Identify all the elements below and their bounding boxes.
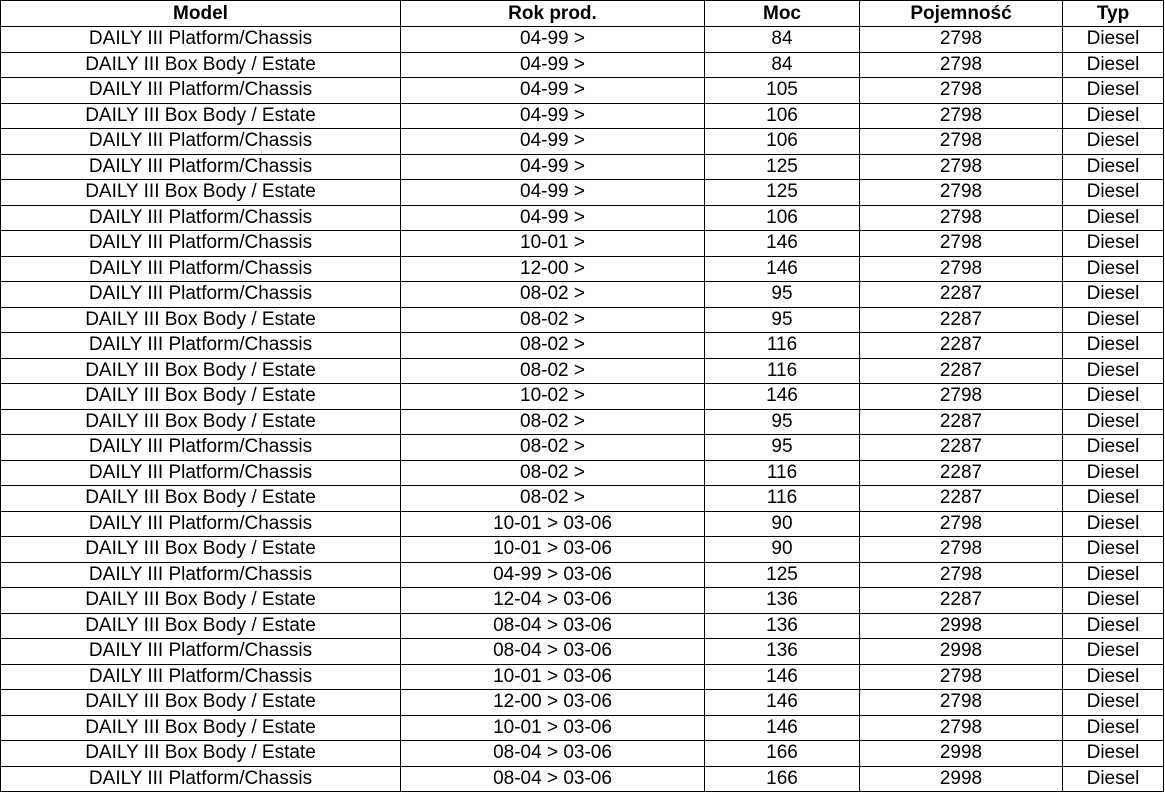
table-header — [1, 1, 1164, 27]
cell-model: DAILY III Box Body / Estate — [1, 741, 401, 767]
cell-type: Diesel — [1063, 103, 1164, 129]
cell-power: 125 — [705, 154, 860, 180]
table-row — [1, 409, 1164, 435]
cell-model: DAILY III Box Body / Estate — [1, 613, 401, 639]
cell-capacity: 2798 — [860, 52, 1063, 78]
cell-production-year: 04-99 > — [401, 154, 705, 180]
cell-capacity: 2798 — [860, 562, 1063, 588]
cell-model: DAILY III Box Body / Estate — [1, 103, 401, 129]
cell-model: DAILY III Platform/Chassis — [1, 435, 401, 461]
cell-type: Diesel — [1063, 205, 1164, 231]
table-row — [1, 180, 1164, 206]
cell-type: Diesel — [1063, 358, 1164, 384]
table-row — [1, 690, 1164, 716]
cell-capacity: 2798 — [860, 78, 1063, 104]
cell-capacity: 2798 — [860, 180, 1063, 206]
header-capacity: Pojemność — [860, 1, 1063, 27]
cell-type: Diesel — [1063, 154, 1164, 180]
cell-model: DAILY III Box Body / Estate — [1, 690, 401, 716]
cell-model: DAILY III Platform/Chassis — [1, 256, 401, 282]
cell-production-year: 08-02 > — [401, 409, 705, 435]
table-row — [1, 358, 1164, 384]
cell-production-year: 04-99 > — [401, 180, 705, 206]
cell-type: Diesel — [1063, 435, 1164, 461]
table-row — [1, 154, 1164, 180]
cell-power: 90 — [705, 537, 860, 563]
cell-production-year: 08-02 > — [401, 435, 705, 461]
cell-type: Diesel — [1063, 588, 1164, 614]
cell-power: 146 — [705, 384, 860, 410]
cell-capacity: 2287 — [860, 358, 1063, 384]
cell-model: DAILY III Platform/Chassis — [1, 282, 401, 308]
cell-capacity: 2287 — [860, 486, 1063, 512]
cell-production-year: 08-02 > — [401, 282, 705, 308]
cell-power: 106 — [705, 103, 860, 129]
cell-power: 105 — [705, 78, 860, 104]
cell-model: DAILY III Platform/Chassis — [1, 78, 401, 104]
table-row — [1, 588, 1164, 614]
cell-production-year: 10-02 > — [401, 384, 705, 410]
cell-power: 116 — [705, 358, 860, 384]
cell-capacity: 2287 — [860, 588, 1063, 614]
cell-model: DAILY III Platform/Chassis — [1, 27, 401, 53]
header-production-year: Rok prod. — [401, 1, 705, 27]
cell-production-year: 10-01 > 03-06 — [401, 537, 705, 563]
table-row — [1, 52, 1164, 78]
table-row — [1, 562, 1164, 588]
cell-capacity: 2998 — [860, 741, 1063, 767]
cell-production-year: 12-04 > 03-06 — [401, 588, 705, 614]
cell-type: Diesel — [1063, 231, 1164, 257]
cell-capacity: 2798 — [860, 715, 1063, 741]
cell-type: Diesel — [1063, 384, 1164, 410]
cell-capacity: 2798 — [860, 256, 1063, 282]
cell-power: 125 — [705, 562, 860, 588]
cell-production-year: 04-99 > — [401, 52, 705, 78]
cell-type: Diesel — [1063, 256, 1164, 282]
table-row — [1, 715, 1164, 741]
cell-production-year: 04-99 > — [401, 129, 705, 155]
cell-production-year: 08-02 > — [401, 486, 705, 512]
table-row — [1, 766, 1164, 792]
cell-model: DAILY III Platform/Chassis — [1, 205, 401, 231]
cell-capacity: 2287 — [860, 333, 1063, 359]
cell-power: 90 — [705, 511, 860, 537]
table-row — [1, 664, 1164, 690]
cell-type: Diesel — [1063, 562, 1164, 588]
cell-model: DAILY III Box Body / Estate — [1, 358, 401, 384]
cell-model: DAILY III Box Body / Estate — [1, 307, 401, 333]
cell-production-year: 12-00 > 03-06 — [401, 690, 705, 716]
cell-capacity: 2798 — [860, 205, 1063, 231]
cell-model: DAILY III Box Body / Estate — [1, 409, 401, 435]
cell-power: 146 — [705, 256, 860, 282]
cell-model: DAILY III Platform/Chassis — [1, 511, 401, 537]
cell-production-year: 08-02 > — [401, 307, 705, 333]
cell-type: Diesel — [1063, 715, 1164, 741]
cell-model: DAILY III Box Body / Estate — [1, 486, 401, 512]
cell-power: 106 — [705, 205, 860, 231]
cell-type: Diesel — [1063, 409, 1164, 435]
table-row — [1, 537, 1164, 563]
cell-model: DAILY III Box Body / Estate — [1, 537, 401, 563]
cell-power: 95 — [705, 282, 860, 308]
cell-production-year: 08-04 > 03-06 — [401, 613, 705, 639]
cell-power: 146 — [705, 690, 860, 716]
cell-model: DAILY III Platform/Chassis — [1, 562, 401, 588]
cell-type: Diesel — [1063, 511, 1164, 537]
table-row — [1, 103, 1164, 129]
cell-type: Diesel — [1063, 460, 1164, 486]
cell-capacity: 2798 — [860, 664, 1063, 690]
cell-capacity: 2287 — [860, 307, 1063, 333]
cell-production-year: 04-99 > — [401, 27, 705, 53]
cell-type: Diesel — [1063, 333, 1164, 359]
cell-capacity: 2998 — [860, 766, 1063, 792]
cell-power: 95 — [705, 435, 860, 461]
cell-power: 95 — [705, 307, 860, 333]
cell-power: 116 — [705, 333, 860, 359]
cell-production-year: 04-99 > — [401, 78, 705, 104]
table-row — [1, 78, 1164, 104]
cell-type: Diesel — [1063, 741, 1164, 767]
cell-capacity: 2287 — [860, 282, 1063, 308]
cell-production-year: 08-02 > — [401, 460, 705, 486]
cell-type: Diesel — [1063, 639, 1164, 665]
cell-model: DAILY III Platform/Chassis — [1, 129, 401, 155]
cell-type: Diesel — [1063, 613, 1164, 639]
cell-power: 136 — [705, 613, 860, 639]
cell-production-year: 04-99 > — [401, 103, 705, 129]
cell-model: DAILY III Platform/Chassis — [1, 460, 401, 486]
cell-model: DAILY III Box Body / Estate — [1, 588, 401, 614]
cell-production-year: 08-04 > 03-06 — [401, 741, 705, 767]
cell-capacity: 2798 — [860, 154, 1063, 180]
cell-production-year: 10-01 > 03-06 — [401, 715, 705, 741]
cell-production-year: 10-01 > 03-06 — [401, 511, 705, 537]
table-row — [1, 613, 1164, 639]
table-row — [1, 435, 1164, 461]
cell-power: 136 — [705, 639, 860, 665]
cell-type: Diesel — [1063, 486, 1164, 512]
cell-capacity: 2998 — [860, 639, 1063, 665]
cell-capacity: 2798 — [860, 129, 1063, 155]
cell-production-year: 08-02 > — [401, 358, 705, 384]
cell-power: 125 — [705, 180, 860, 206]
cell-power: 116 — [705, 486, 860, 512]
cell-capacity: 2998 — [860, 613, 1063, 639]
cell-power: 146 — [705, 715, 860, 741]
cell-capacity: 2287 — [860, 460, 1063, 486]
cell-type: Diesel — [1063, 129, 1164, 155]
cell-type: Diesel — [1063, 690, 1164, 716]
table-row — [1, 384, 1164, 410]
cell-production-year: 10-01 > 03-06 — [401, 664, 705, 690]
cell-type: Diesel — [1063, 282, 1164, 308]
table-row — [1, 231, 1164, 257]
cell-type: Diesel — [1063, 52, 1164, 78]
table-row — [1, 256, 1164, 282]
cell-production-year: 04-99 > — [401, 205, 705, 231]
table-row — [1, 511, 1164, 537]
cell-capacity: 2798 — [860, 537, 1063, 563]
cell-model: DAILY III Platform/Chassis — [1, 154, 401, 180]
cell-model: DAILY III Box Body / Estate — [1, 52, 401, 78]
cell-power: 95 — [705, 409, 860, 435]
table-row — [1, 205, 1164, 231]
table-row — [1, 460, 1164, 486]
cell-power: 84 — [705, 27, 860, 53]
cell-model: DAILY III Box Body / Estate — [1, 715, 401, 741]
cell-power: 146 — [705, 664, 860, 690]
table-row — [1, 639, 1164, 665]
cell-model: DAILY III Platform/Chassis — [1, 639, 401, 665]
cell-production-year: 12-00 > — [401, 256, 705, 282]
table-row — [1, 307, 1164, 333]
cell-power: 166 — [705, 766, 860, 792]
cell-model: DAILY III Platform/Chassis — [1, 333, 401, 359]
header-type: Typ — [1063, 1, 1164, 27]
table-row — [1, 27, 1164, 53]
cell-type: Diesel — [1063, 180, 1164, 206]
cell-model: DAILY III Platform/Chassis — [1, 766, 401, 792]
cell-capacity: 2798 — [860, 231, 1063, 257]
header-model: Model — [1, 1, 401, 27]
cell-model: DAILY III Platform/Chassis — [1, 231, 401, 257]
cell-capacity: 2287 — [860, 409, 1063, 435]
cell-type: Diesel — [1063, 78, 1164, 104]
cell-production-year: 10-01 > — [401, 231, 705, 257]
cell-type: Diesel — [1063, 766, 1164, 792]
cell-power: 146 — [705, 231, 860, 257]
cell-power: 84 — [705, 52, 860, 78]
cell-capacity: 2798 — [860, 27, 1063, 53]
cell-power: 136 — [705, 588, 860, 614]
cell-power: 106 — [705, 129, 860, 155]
table-row — [1, 741, 1164, 767]
cell-production-year: 08-04 > 03-06 — [401, 766, 705, 792]
cell-type: Diesel — [1063, 307, 1164, 333]
header-power: Moc — [705, 1, 860, 27]
cell-type: Diesel — [1063, 664, 1164, 690]
cell-power: 116 — [705, 460, 860, 486]
cell-capacity: 2287 — [860, 435, 1063, 461]
table-row — [1, 486, 1164, 512]
cell-capacity: 2798 — [860, 103, 1063, 129]
cell-production-year: 08-02 > — [401, 333, 705, 359]
table-row — [1, 333, 1164, 359]
cell-model: DAILY III Box Body / Estate — [1, 180, 401, 206]
cell-capacity: 2798 — [860, 690, 1063, 716]
cell-production-year: 04-99 > 03-06 — [401, 562, 705, 588]
table-body — [1, 27, 1164, 792]
cell-type: Diesel — [1063, 537, 1164, 563]
cell-production-year: 08-04 > 03-06 — [401, 639, 705, 665]
cell-power: 166 — [705, 741, 860, 767]
cell-model: DAILY III Platform/Chassis — [1, 664, 401, 690]
table-row — [1, 129, 1164, 155]
cell-model: DAILY III Box Body / Estate — [1, 384, 401, 410]
cell-type: Diesel — [1063, 27, 1164, 53]
cell-capacity: 2798 — [860, 384, 1063, 410]
header-row — [1, 1, 1164, 27]
table-row — [1, 282, 1164, 308]
cell-capacity: 2798 — [860, 511, 1063, 537]
